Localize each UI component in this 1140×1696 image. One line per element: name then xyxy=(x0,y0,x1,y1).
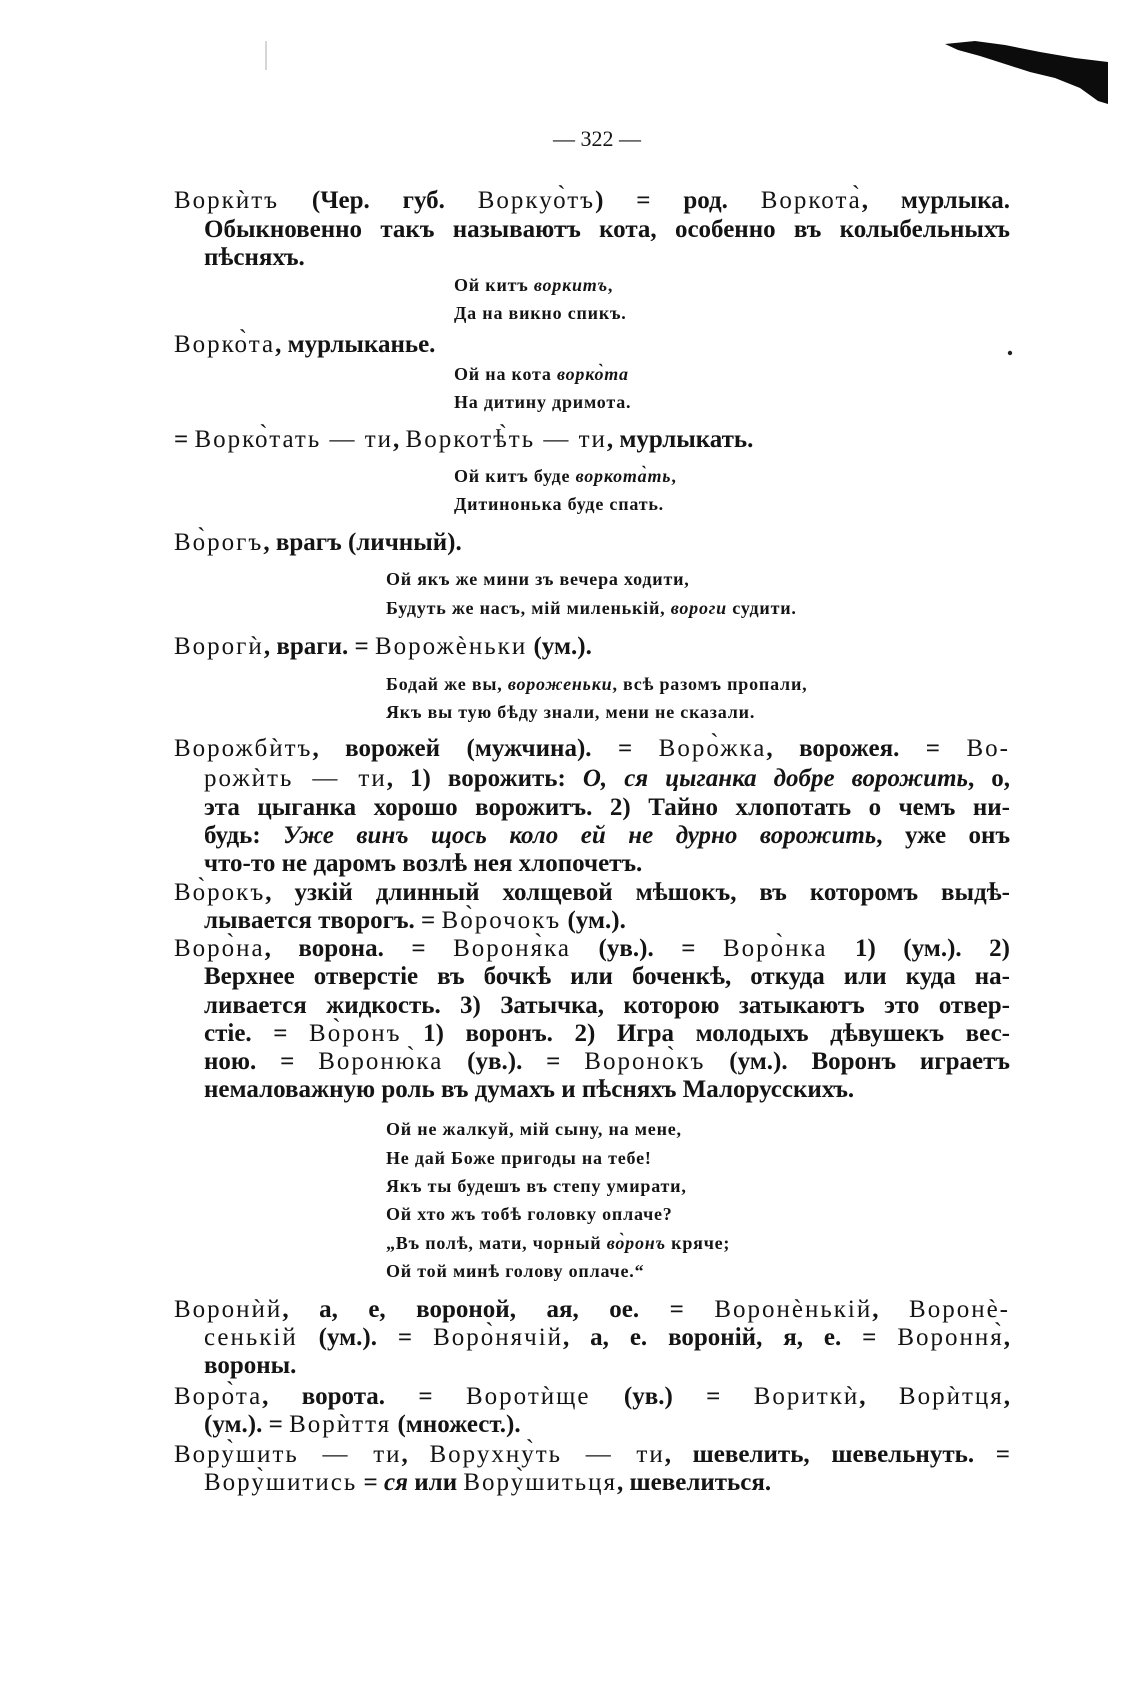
definition-text: (ум.). = xyxy=(204,1411,290,1438)
headword: Воронѐ- xyxy=(909,1296,1011,1323)
entry-line xyxy=(174,734,1010,764)
headword: Во̀ронъ xyxy=(309,1020,402,1047)
definition-text: (ув.). = xyxy=(443,1048,585,1075)
definition-text: , мурлыка. xyxy=(861,187,1010,214)
entry-line xyxy=(174,632,1010,662)
verse-line xyxy=(454,491,664,517)
headword: Ворухну̀ть — ти xyxy=(429,1441,665,1468)
definition-text: лывается творогъ. = xyxy=(204,907,442,934)
verse-text: Бодай же вы, xyxy=(386,674,508,694)
verse-text: Ой той минѣ голову оплаче.“ xyxy=(386,1261,645,1281)
definition-text: 1) воронъ. 2) Игра молодыхъ дѣвушекъ вес- xyxy=(401,1020,1010,1047)
headword: Во̀рокъ xyxy=(174,879,266,906)
verse-text: Не дай Боже пригоды на тебе! xyxy=(386,1148,652,1168)
italic-example: воркитъ xyxy=(533,275,608,295)
headword: Воро̀нячій xyxy=(433,1324,564,1351)
definition-text: , о, xyxy=(967,765,1010,792)
definition-text: , а, е, вороной, ая, ое. = xyxy=(282,1296,715,1323)
definition-text: , xyxy=(393,426,406,453)
definition-text: ною. = xyxy=(204,1048,319,1075)
definition-text: , шевелить, шевельнуть. = xyxy=(664,1441,1011,1468)
verse-text: Ой китъ буде xyxy=(454,466,576,486)
verse-text: Будуть же насъ, мій миленькій, xyxy=(386,598,671,618)
verse-text: Якъ ты будешъ въ степу умирати, xyxy=(386,1176,687,1196)
definition-text: будь: xyxy=(204,822,284,849)
headword: рожѝть — ти xyxy=(204,765,387,792)
definition-text: , ворона. = xyxy=(264,935,454,962)
verse-line xyxy=(454,300,627,326)
entry-line xyxy=(204,764,1010,794)
italic-example: вороги xyxy=(670,598,727,618)
entry-line xyxy=(204,1468,1010,1498)
headword: Воркотѣ̀ть — ти xyxy=(405,426,607,453)
entry-line xyxy=(204,215,1010,245)
headword: Воро̀на xyxy=(174,935,265,962)
headword: Ворогѝ xyxy=(174,633,264,660)
entry-line xyxy=(204,793,1010,823)
headword: Воркуо̀тъ xyxy=(477,187,596,214)
verse-line xyxy=(386,1145,652,1171)
entry-line xyxy=(174,528,1010,558)
definition-text: ) = род. xyxy=(595,187,761,214)
definition-text: (ум.). Воронъ играетъ xyxy=(705,1048,1010,1075)
definition-text: Верхнее отверстіе въ бочкѣ или боченкѣ, откуда или куда на- xyxy=(204,963,1010,990)
entry-line xyxy=(204,962,1010,992)
entry-line xyxy=(174,1440,1010,1470)
definition-text: , врагъ (личный). xyxy=(263,529,462,556)
verse-text: „Въ полѣ, мати, чорный xyxy=(386,1233,607,1253)
italic-example: Уже винъ щось коло ей не дурно ворожить xyxy=(283,822,877,849)
definition-text: = xyxy=(357,1469,385,1496)
definition-text: , шевелиться. xyxy=(617,1469,772,1496)
entry-line xyxy=(204,1019,1010,1049)
definition-text: , xyxy=(1003,1324,1010,1351)
headword: Во̀рогъ xyxy=(174,529,264,556)
verse-text: Ой не жалкуй, мій сыну, на мене, xyxy=(386,1119,682,1139)
italic-example: О, ся цыганка добре ворожить xyxy=(582,765,968,792)
headword: Воркота̀ xyxy=(760,187,862,214)
entry-line xyxy=(204,821,1010,851)
entry-line xyxy=(204,849,1010,879)
italic-example: ворко̀та xyxy=(557,364,629,384)
headword: Во- xyxy=(966,735,1010,762)
verse-text: Да на викно спикъ. xyxy=(454,303,627,323)
verse-text: Ой якъ же мини зъ вечера ходити, xyxy=(386,569,690,589)
verse-line xyxy=(386,595,797,621)
definition-text: , мурлыкать. xyxy=(606,426,754,453)
headword: Воротѝще xyxy=(466,1383,591,1410)
definition-text: , ворота. = xyxy=(262,1383,466,1410)
definition-text: пѣсняхъ. xyxy=(204,244,305,271)
definition-text: , ворожей (мужчина). = xyxy=(312,735,659,762)
definition-text: ливается жидкость. 3) Затычка, которою затыкаютъ это отвер- xyxy=(204,992,1010,1019)
headword: Ворѝтця xyxy=(898,1383,1004,1410)
definition-text: эта цыганка хорошо ворожитъ. 2) Тайно хлопотать о чемъ ни- xyxy=(204,794,1010,821)
headword: Ворко̀тать — ти xyxy=(194,426,394,453)
entry-line xyxy=(174,934,1010,964)
definition-text: , а, е. вороній, я, е. = xyxy=(563,1324,898,1351)
definition-text: вороны. xyxy=(204,1352,297,1379)
verse-line xyxy=(386,1116,682,1142)
entry-line xyxy=(174,186,1010,216)
headword: Воронѝй xyxy=(174,1296,283,1323)
definition-text: (ум.). = xyxy=(297,1324,434,1351)
definition-text: , xyxy=(401,1441,430,1468)
headword: Вору̀шитись xyxy=(204,1469,358,1496)
definition-text: или xyxy=(408,1469,464,1496)
verse-text: , xyxy=(607,275,614,295)
entry-line xyxy=(204,906,1010,936)
verse-text: Дитинонька буде спать. xyxy=(454,494,664,514)
verse-line xyxy=(386,1173,687,1199)
headword: Во̀рочокъ xyxy=(441,907,562,934)
definition-text: (ум.). xyxy=(561,907,626,934)
entry-line xyxy=(174,425,1010,455)
definition-text: , 1) ворожить: xyxy=(386,765,583,792)
verse-line xyxy=(454,463,677,489)
headword: Вороня̀ка xyxy=(453,935,572,962)
headword: Воро̀жка xyxy=(658,735,767,762)
definition-text: (Чер. губ. xyxy=(279,187,478,214)
headword: Вороно̀къ xyxy=(584,1048,706,1075)
headword: Воро̀та xyxy=(174,1383,263,1410)
headword: сенькій xyxy=(204,1324,298,1351)
headword: Вороння̀ xyxy=(897,1324,1004,1351)
entry-line xyxy=(204,1410,1010,1440)
headword: Воронѐнькій xyxy=(714,1296,873,1323)
headword: Воро̀нка xyxy=(723,935,828,962)
headword: Вору̀шить — ти xyxy=(174,1441,402,1468)
entry-line xyxy=(174,1295,1010,1325)
verse-text: Якъ вы тую бѣду знали, мени не сказали. xyxy=(386,702,756,722)
entry-line xyxy=(174,330,1010,360)
entry-line xyxy=(204,991,1010,1021)
definition-text: , xyxy=(859,1383,899,1410)
definition-text: 1) (ум.). 2) xyxy=(827,935,1010,962)
verse-text: судити. xyxy=(727,598,797,618)
definition-text: , узкій длинный холщевой мѣшокъ, въ которомъ выдѣ- xyxy=(265,879,1010,906)
entry-line xyxy=(174,1382,1010,1412)
italic-example: воркота̀ть xyxy=(575,466,672,486)
headword: Вороню̀ка xyxy=(318,1048,444,1075)
verse-text: , всѣ разомъ пропали, xyxy=(612,674,808,694)
definition-text: (ув.) = xyxy=(590,1383,754,1410)
entry-line xyxy=(204,1047,1010,1077)
definition-text: , ворожея. = xyxy=(766,735,967,762)
entry-line xyxy=(204,1351,1010,1381)
definition-text: что-то не даромъ возлѣ нея хлопочетъ. xyxy=(204,850,643,877)
headword: Вориткѝ xyxy=(753,1383,860,1410)
definition-text: Обыкновенно такъ называютъ кота, особенно въ колыбельныхъ xyxy=(204,216,1010,243)
definition-text: (ув.). = xyxy=(571,935,723,962)
headword: Ворѝття xyxy=(289,1411,392,1438)
headword: Ворожбѝтъ xyxy=(174,735,313,762)
verse-line xyxy=(386,1201,673,1227)
verse-line xyxy=(454,361,629,387)
verse-text: На дитину дримота. xyxy=(454,392,632,412)
verse-text: Ой хто жъ тобѣ головку оплаче? xyxy=(386,1204,673,1224)
verse-text: кряче; xyxy=(665,1233,731,1253)
verse-text: Ой китъ xyxy=(454,275,534,295)
definition-text: = xyxy=(174,426,195,453)
headword: Воркѝтъ xyxy=(174,187,280,214)
entry-line xyxy=(204,243,1010,273)
definition-text: немаловажную роль въ думахъ и пѣсняхъ Малорусскихъ. xyxy=(204,1076,855,1103)
italic-example: ся xyxy=(384,1469,409,1496)
italic-example: во̀ронъ xyxy=(606,1233,666,1253)
verse-line xyxy=(386,1258,644,1284)
entry-line xyxy=(204,1075,1010,1105)
verse-text: Ой на кота xyxy=(454,364,558,384)
verse-line xyxy=(386,671,807,697)
entry-line xyxy=(204,1323,1010,1353)
verse-text: , xyxy=(671,466,677,486)
definition-text: , xyxy=(872,1296,910,1323)
verse-line xyxy=(386,1230,730,1256)
definition-text: , враги. = xyxy=(263,633,375,660)
italic-example: вороженьки xyxy=(507,674,613,694)
ink-smudge xyxy=(945,41,1108,104)
definition-text: (множест.). xyxy=(391,1411,521,1438)
verse-line xyxy=(386,699,755,725)
verse-line xyxy=(454,272,613,298)
page-number: — 322 — xyxy=(553,126,641,151)
headword: Ворко̀та xyxy=(174,331,276,358)
headword: Вору̀шитьця xyxy=(463,1469,618,1496)
definition-text: , xyxy=(1003,1383,1010,1410)
verse-line xyxy=(454,389,631,415)
definition-text: стіе. = xyxy=(204,1020,310,1047)
definition-text: , уже онъ xyxy=(876,822,1011,849)
verse-line xyxy=(386,566,690,592)
entry-line xyxy=(174,878,1010,908)
headword: Ворожѐньки xyxy=(374,633,528,660)
definition-text: (ум.). xyxy=(527,633,592,660)
definition-text: , мурлыканье. xyxy=(275,331,436,358)
